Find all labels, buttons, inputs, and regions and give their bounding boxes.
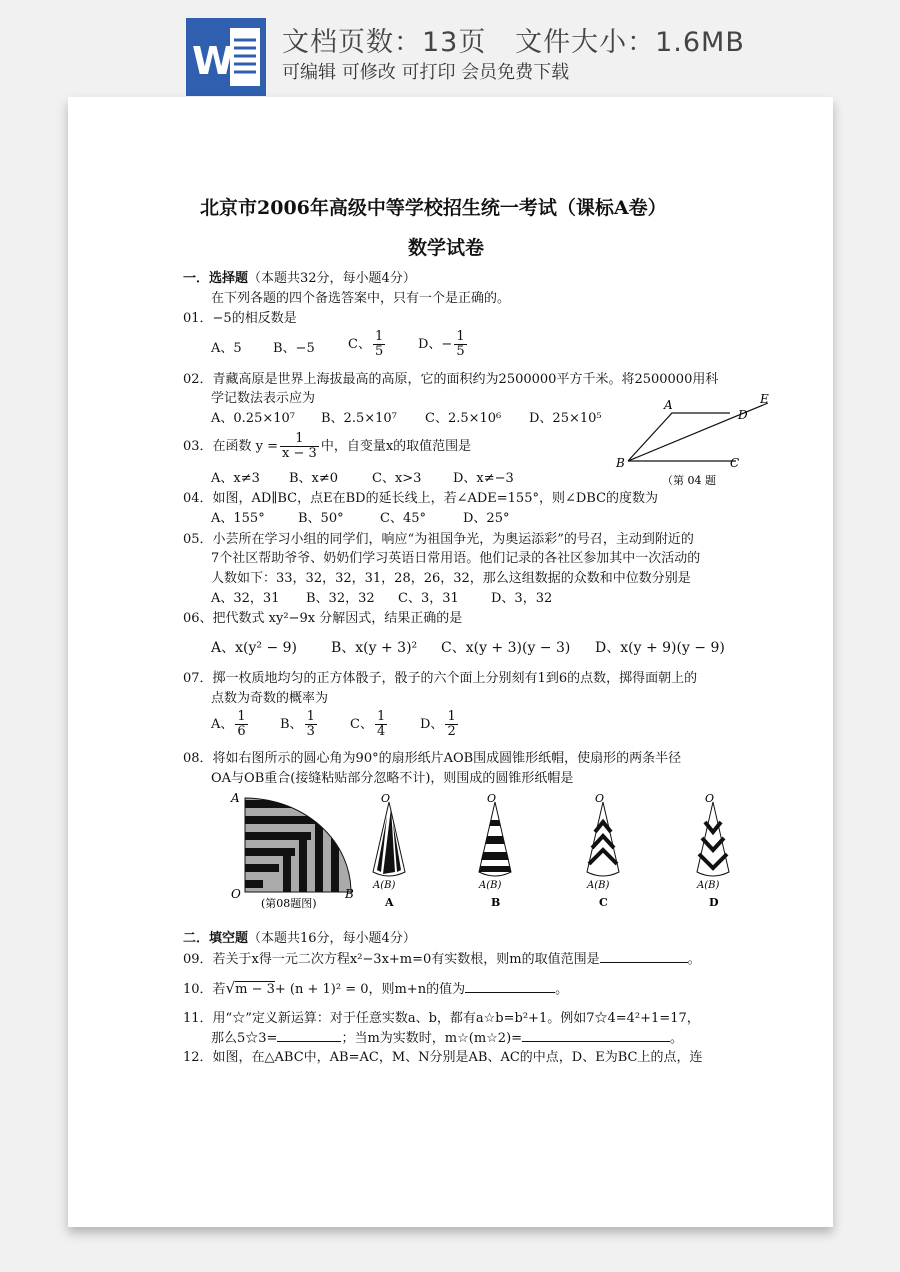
q04-option-a: A、155° [211,511,265,526]
q01-option-c-fraction [373,330,385,359]
q10-answer-blank[interactable] [465,980,555,993]
q06-option-d: D、x(y + 9)(y − 9) [595,640,725,656]
q08-line2: OA与OB重合(接缝粘贴部分忽略不计)，则围成的圆锥形纸帽是 [211,771,574,786]
frac-numerator: 1 [306,709,315,724]
q04-option-c: C、45° [380,511,426,526]
fig08-label-o: O [231,887,241,901]
q11-line2-prefix: 那么5☆3= [211,1031,278,1046]
cone-b-base-label: A(B) [479,880,502,891]
exam-subject: 数学试卷 [408,237,485,259]
q07-option-b-label: B、 [280,717,303,732]
q07-option-a-fraction [235,710,247,739]
q01-option-d-label: D、− [418,337,453,352]
q05-line3: 人数如下：33，32，32，31，28，26，32，那么这组数据的众数和中位数分别是 [211,571,691,586]
fig08-caption: (第08题图) [261,897,317,910]
q07-option-a-label: A、 [211,717,234,732]
section1-header [183,270,416,288]
q03-fraction [280,432,319,461]
word-icon-letter: W [192,39,234,83]
exam-title: 北京市2006年高级中等学校招生统一考试（课标A卷） [200,197,667,219]
q10-radicand: m − 3 [235,982,275,997]
frac-denominator: x − 3 [282,446,317,461]
q01-option-a: A、5 [211,341,242,356]
document-info-banner [0,0,900,96]
q01-option-c-label: C、 [348,337,371,352]
q03-option-b: B、x≠0 [289,471,339,486]
q03-stem-prefix: 03．在函数 y = [183,439,279,454]
q03-option-d: D、x≠−3 [453,471,514,486]
section1-note: （本题共32分，每小题4分） [248,271,416,286]
q09-stem-end: 。 [687,952,701,967]
q10-stem-prefix: 10．若 [183,982,226,997]
q07-option-c-label: C、 [350,717,373,732]
q02-option-c: C、2.5×10⁶ [425,411,502,426]
q10-stem-end: 。 [555,982,569,997]
q09-answer-blank[interactable] [600,950,688,963]
cone-a-base-label: A(B) [373,880,396,891]
document-page-size-info: 文档页数：13页 文件大小：1.6MB [282,27,745,58]
q07-line2: 点数为奇数的概率为 [211,691,329,706]
cone-option-c [586,792,619,909]
q06-option-c: C、x(y + 3)(y − 3) [441,640,571,656]
section1-heading: 一．选择题 [183,271,249,286]
q06-stem: 06、把代数式 xy²−9x 分解因式，结果正确的是 [183,611,463,626]
q02-line1: 02．青藏高原是世界上海拔最高的高原，它的面积约为2500000平方千米。将2500000用科 [183,372,719,387]
q11-line2 [211,1029,683,1048]
frac-numerator: 1 [456,329,465,344]
document-features: 可编辑 可修改 可打印 会员免费下载 [282,62,570,83]
q12-line1: 12．如图，在△ABC中，AB=AC，M、N分别是AB、AC的中点，D、E为BC上的点，连 [183,1050,703,1065]
q04-option-d: D、25° [463,511,510,526]
fig04-caption: （第 04 题 [662,474,716,487]
q07-option-d-label: D、 [420,717,444,732]
q01-stem: 01．−5的相反数是 [183,311,297,326]
q04-stem: 04．如图，AD∥BC，点E在BD的延长线上，若∠ADE=155°，则∠DBC的度数为 [183,491,659,506]
q11-line2-middle: ；当m为实数时，m☆(m☆2)= [341,1031,523,1046]
q05-option-c: C、3，31 [398,591,459,606]
frac-denominator: 3 [306,724,315,739]
section2-header [183,930,416,948]
q05-line2: 7个社区帮助爷爷、奶奶们学习英语日常用语。他们记录的各社区参加其中一次活动的 [211,551,701,566]
q05-option-d: D、3，32 [491,591,553,606]
q07-option-c [350,710,389,739]
frac-numerator: 1 [374,329,384,344]
q11-answer-blank-1[interactable] [277,1029,341,1042]
cone-c-base-label: A(B) [587,880,610,891]
q06-option-a: A、x(y² − 9) [211,640,297,656]
q07-option-b [280,710,319,739]
section2-note: （本题共16分，每小题4分） [248,931,416,946]
frac-numerator: 1 [280,432,319,447]
q07-option-d [420,710,460,739]
cone-option-b [478,792,511,909]
fig08-label-a: A [231,792,240,805]
q11-line2-end: 。 [670,1031,684,1046]
q07-line1: 07．掷一枚质地均匀的正方体骰子，骰子的六个面上分别刻有1到6的点数，掷得面朝上的 [183,671,698,686]
cone-b-top-label: O [487,792,497,805]
q02-option-b: B、2.5×10⁷ [321,411,397,426]
frac-denominator: 6 [237,724,246,739]
q04-option-b: B、50° [298,511,344,526]
cone-a-option-label: A [385,896,394,909]
q02-option-d: D、25×10⁵ [529,411,602,426]
cone-c-top-label: O [595,792,605,805]
cone-d-top-label: O [705,792,715,805]
cone-d-base-label: A(B) [697,880,720,891]
frac-numerator: 1 [237,709,246,724]
fig08-label-b: B [345,887,354,901]
q11-answer-blank-2[interactable] [522,1029,670,1042]
q05-option-a: A、32，31 [211,591,280,606]
q09-stem-text: 09．若关于x得一元二次方程x²−3x+m=0有实数根，则m的取值范围是 [183,952,600,967]
cone-d-option-label: D [709,896,719,909]
figure-08-diagram [223,792,763,917]
fig04-label-a: A [664,398,673,412]
frac-denominator: 5 [374,344,384,359]
fig04-label-c: C [730,456,740,470]
q01-option-d [418,330,469,359]
cone-a-top-label: O [381,792,391,805]
sqrt-symbol-icon: √ [225,979,236,997]
q05-option-b: B、32，32 [306,591,375,606]
q02-option-a: A、0.25×10⁷ [211,411,295,426]
q01-option-d-fraction [454,330,466,359]
section1-instruction: 在下列各题的四个备选答案中，只有一个是正确的。 [211,291,511,306]
q03-option-c: C、x>3 [372,471,422,486]
frac-denominator: 2 [447,724,456,739]
q09-stem [183,950,701,969]
q07-option-c-fraction [375,710,387,739]
frac-denominator: 5 [456,344,465,359]
q03-stem-suffix: 中，自变量x的取值范围是 [320,439,472,454]
q07-option-a [211,710,250,739]
q11-line1: 11．用“☆”定义新运算：对于任意实数a、b，都有a☆b=b²+1。例如7☆4=4²+1=17， [183,1011,700,1026]
q06-option-b: B、x(y + 3)² [331,640,418,656]
fig04-label-b: B [616,456,625,470]
q03-option-a: A、x≠3 [211,471,260,486]
fig04-label-d: D [738,408,748,422]
frac-numerator: 1 [376,709,386,724]
q07-option-d-fraction [445,710,457,739]
fig04-label-e: E [760,392,769,406]
cone-c-option-label: C [599,896,608,909]
cone-b-option-label: B [491,896,501,909]
q08-line1: 08．将如右图所示的圆心角为90°的扇形纸片AOB围成圆锥形纸帽，使扇形的两条半径 [183,751,682,766]
section2-heading: 二．填空题 [183,931,249,946]
cone-option-d [696,792,729,909]
q10-stem [183,979,568,999]
cone-option-a [372,792,405,909]
word-document-icon [186,18,266,96]
exam-paper-page [68,97,833,1227]
frac-numerator: 1 [447,709,456,724]
q07-option-b-fraction [305,710,317,739]
q05-line1: 05．小芸所在学习小组的同学们，响应“为祖国争光，为奥运添彩”的号召，主动到附近的 [183,532,694,547]
q01-option-c [348,330,387,359]
q03-stem [183,432,471,461]
frac-denominator: 4 [376,724,386,739]
figure-04-diagram [608,389,798,489]
q02-line2: 学记数法表示应为 [211,391,316,406]
q01-option-b: B、−5 [273,341,315,356]
q10-stem-middle: + (n + 1)² = 0，则m+n的值为 [274,982,466,997]
